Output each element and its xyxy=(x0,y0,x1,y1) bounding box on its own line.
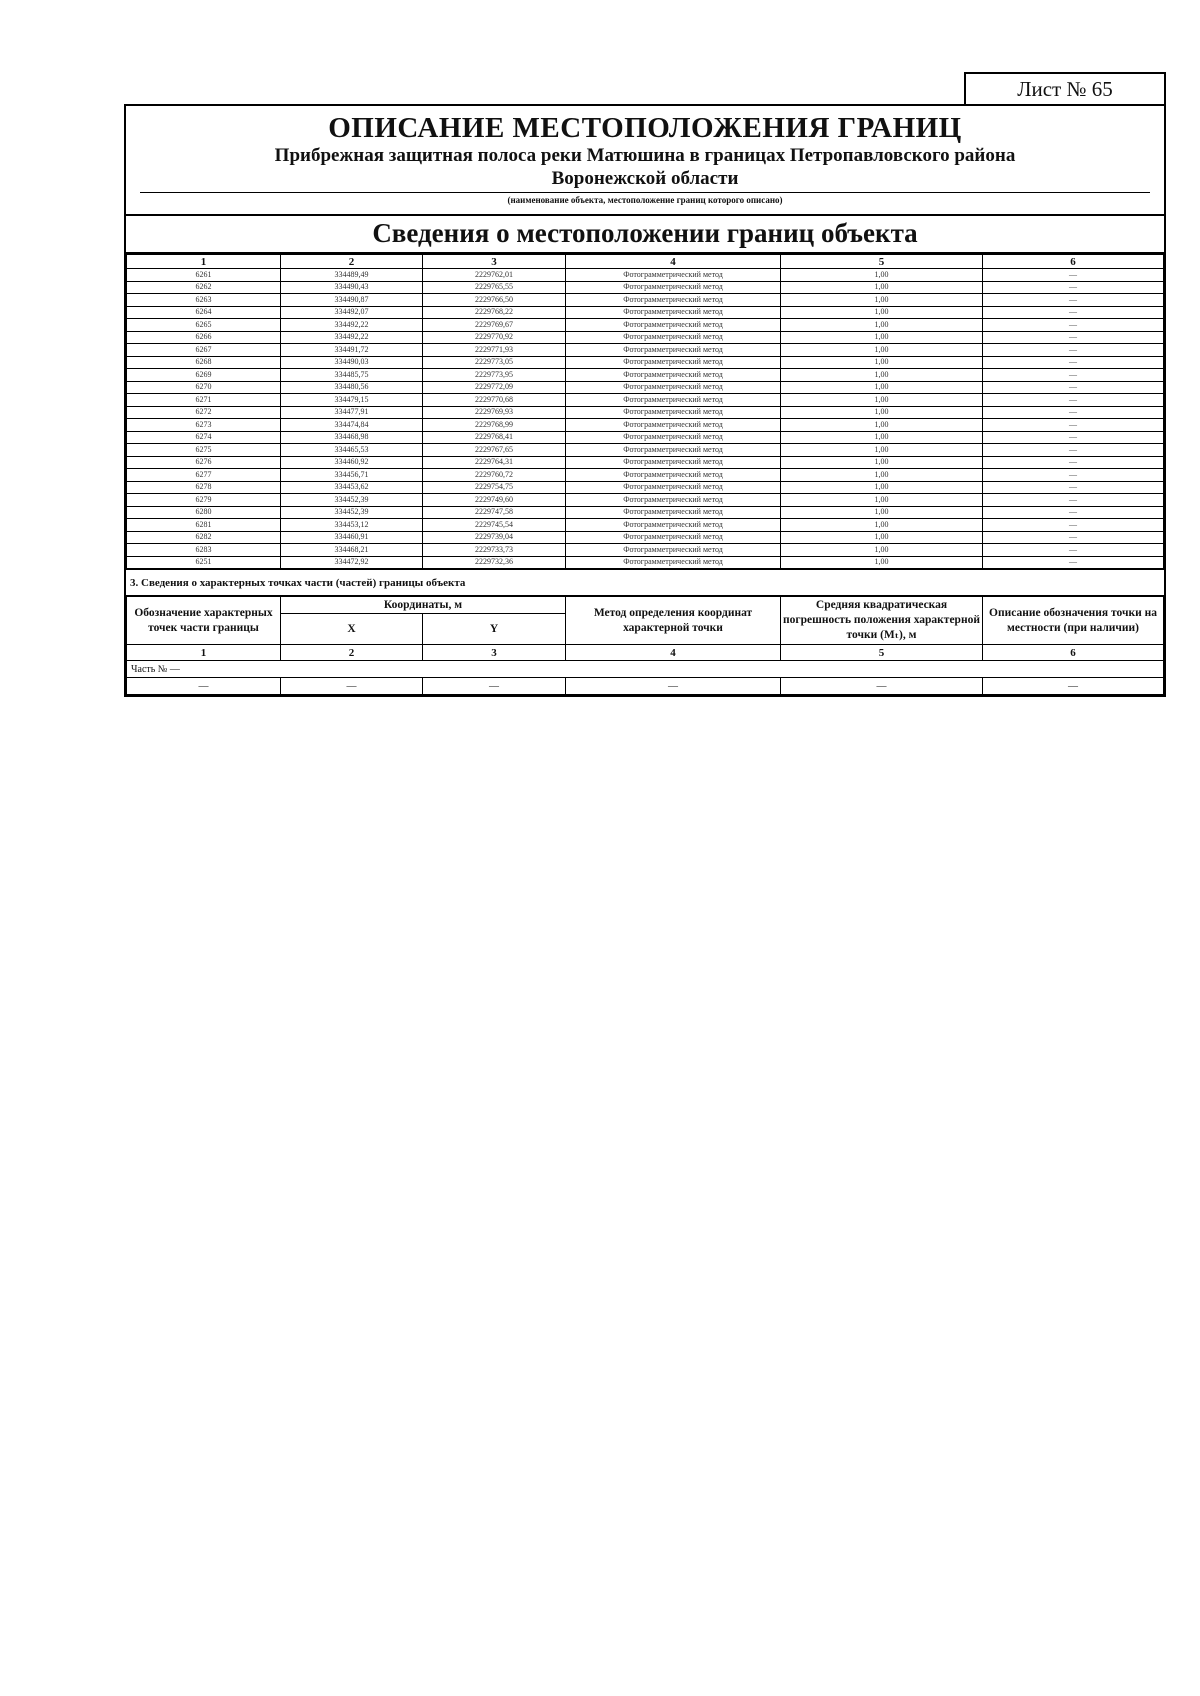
table-row xyxy=(127,281,1164,294)
table-cell: — xyxy=(983,431,1164,444)
table-row xyxy=(127,556,1164,569)
table-cell: 334492,07 xyxy=(281,306,423,319)
table-cell: 6264 xyxy=(127,306,281,319)
table-cell: 1,00 xyxy=(781,281,983,294)
col-method: Метод определения координат характерной точки xyxy=(566,597,781,645)
points-header-row xyxy=(127,255,1164,269)
table-cell: 2229773,05 xyxy=(423,356,566,369)
table-cell: 6261 xyxy=(127,269,281,282)
col-x: X xyxy=(281,614,423,645)
table-cell: — xyxy=(983,331,1164,344)
table-cell: — xyxy=(983,481,1164,494)
table-cell: Фотограмметрический метод xyxy=(566,494,781,507)
table-cell: 1,00 xyxy=(781,344,983,357)
table-cell: 334472,92 xyxy=(281,556,423,569)
table-cell: 6251 xyxy=(127,556,281,569)
table-cell: 1,00 xyxy=(781,494,983,507)
table-cell: 2229764,31 xyxy=(423,456,566,469)
col-coordinates: Координаты, м xyxy=(281,597,566,614)
table-cell: Фотограмметрический метод xyxy=(566,281,781,294)
table-cell: 6280 xyxy=(127,506,281,519)
table-cell: Фотограмметрический метод xyxy=(566,394,781,407)
table-cell: 334492,22 xyxy=(281,331,423,344)
empty-cell: — xyxy=(423,678,566,695)
table-row xyxy=(127,319,1164,332)
empty-cell: — xyxy=(781,678,983,695)
table-cell: 6275 xyxy=(127,444,281,457)
table-cell: — xyxy=(983,419,1164,432)
table-cell: 1,00 xyxy=(781,544,983,557)
document-header xyxy=(126,106,1164,216)
column-number: 5 xyxy=(781,645,983,661)
table-cell: 1,00 xyxy=(781,531,983,544)
section3-title: 3. Сведения о характерных точках части (частей) границы объекта xyxy=(126,570,1164,596)
table-cell: 1,00 xyxy=(781,381,983,394)
table-cell: 334490,87 xyxy=(281,294,423,307)
table-cell: — xyxy=(983,506,1164,519)
column-number: 3 xyxy=(423,645,566,661)
table-cell: Фотограмметрический метод xyxy=(566,306,781,319)
table-cell: Фотограмметрический метод xyxy=(566,294,781,307)
table-cell: 334456,71 xyxy=(281,469,423,482)
table-cell: 1,00 xyxy=(781,444,983,457)
table-cell: — xyxy=(983,306,1164,319)
table-row xyxy=(127,394,1164,407)
table-cell: Фотограмметрический метод xyxy=(566,344,781,357)
table-cell: Фотограмметрический метод xyxy=(566,381,781,394)
table-cell: Фотограмметрический метод xyxy=(566,319,781,332)
table-cell: 6271 xyxy=(127,394,281,407)
table-cell: 334460,92 xyxy=(281,456,423,469)
table-row xyxy=(127,331,1164,344)
table-cell: 2229769,67 xyxy=(423,319,566,332)
empty-cell: — xyxy=(127,678,281,695)
table-cell: Фотограмметрический метод xyxy=(566,531,781,544)
table-cell: 2229747,58 xyxy=(423,506,566,519)
table-cell: 2229773,95 xyxy=(423,369,566,382)
table-cell: Фотограмметрический метод xyxy=(566,444,781,457)
table-cell: 6270 xyxy=(127,381,281,394)
header-cell: 2 xyxy=(281,255,423,269)
table-cell: — xyxy=(983,556,1164,569)
empty-part-row xyxy=(127,678,1164,695)
table-row xyxy=(127,369,1164,382)
table-cell: 6266 xyxy=(127,331,281,344)
table-cell: 2229762,01 xyxy=(423,269,566,282)
table-cell: 6263 xyxy=(127,294,281,307)
table-cell: 6268 xyxy=(127,356,281,369)
table-cell: 6267 xyxy=(127,344,281,357)
column-number: 1 xyxy=(127,645,281,661)
table-cell: 2229739,04 xyxy=(423,531,566,544)
table-cell: 1,00 xyxy=(781,319,983,332)
table-row xyxy=(127,381,1164,394)
table-cell: — xyxy=(983,494,1164,507)
table-cell: 1,00 xyxy=(781,331,983,344)
table-cell: Фотограмметрический метод xyxy=(566,506,781,519)
table-cell: 334490,03 xyxy=(281,356,423,369)
table-cell: Фотограмметрический метод xyxy=(566,419,781,432)
table-cell: 1,00 xyxy=(781,506,983,519)
table-cell: 6278 xyxy=(127,481,281,494)
table-cell: 334489,49 xyxy=(281,269,423,282)
table-cell: 6269 xyxy=(127,369,281,382)
table-cell: 2229768,22 xyxy=(423,306,566,319)
table-cell: 2229768,41 xyxy=(423,431,566,444)
table-cell: 1,00 xyxy=(781,519,983,532)
table-row xyxy=(127,544,1164,557)
table-cell: — xyxy=(983,369,1164,382)
column-number: 4 xyxy=(566,645,781,661)
empty-cell: — xyxy=(281,678,423,695)
table-cell: 2229770,92 xyxy=(423,331,566,344)
header-cell: 6 xyxy=(983,255,1164,269)
document-frame xyxy=(124,104,1166,697)
table-cell: — xyxy=(983,519,1164,532)
table-cell: 1,00 xyxy=(781,306,983,319)
table-cell: 2229768,99 xyxy=(423,419,566,432)
points-body xyxy=(127,269,1164,570)
table-row xyxy=(127,419,1164,432)
table-cell: — xyxy=(983,281,1164,294)
table-cell: 6273 xyxy=(127,419,281,432)
table-cell: — xyxy=(983,394,1164,407)
table-cell: Фотограмметрический метод xyxy=(566,519,781,532)
table-cell: — xyxy=(983,356,1164,369)
table-row xyxy=(127,519,1164,532)
table-cell: — xyxy=(983,469,1164,482)
boundary-points-table xyxy=(126,254,1164,570)
table-row xyxy=(127,294,1164,307)
table-row xyxy=(127,531,1164,544)
table-row xyxy=(127,356,1164,369)
header-cell: 3 xyxy=(423,255,566,269)
table-cell: — xyxy=(983,319,1164,332)
table-cell: — xyxy=(983,456,1164,469)
table-cell: — xyxy=(983,444,1164,457)
table-cell: — xyxy=(983,406,1164,419)
table-cell: 2229769,93 xyxy=(423,406,566,419)
table-cell: Фотограмметрический метод xyxy=(566,369,781,382)
table-cell: 6277 xyxy=(127,469,281,482)
table-cell: Фотограмметрический метод xyxy=(566,356,781,369)
table-row xyxy=(127,444,1164,457)
table-cell: 6274 xyxy=(127,431,281,444)
empty-cell: — xyxy=(566,678,781,695)
table-cell: 1,00 xyxy=(781,556,983,569)
table-cell: 334468,98 xyxy=(281,431,423,444)
table-cell: 2229771,93 xyxy=(423,344,566,357)
table-cell: Фотограмметрический метод xyxy=(566,469,781,482)
sheet-number: Лист № 65 xyxy=(1017,76,1113,101)
table-cell: 2229767,65 xyxy=(423,444,566,457)
table-cell: 334492,22 xyxy=(281,319,423,332)
table-cell: 6262 xyxy=(127,281,281,294)
table-cell: 2229754,75 xyxy=(423,481,566,494)
table-row xyxy=(127,269,1164,282)
object-name-line-2: Воронежской области xyxy=(140,168,1150,193)
table-row xyxy=(127,306,1164,319)
table-cell: 6283 xyxy=(127,544,281,557)
table-cell: 2229732,36 xyxy=(423,556,566,569)
part-points-table xyxy=(126,596,1164,695)
col-description: Описание обозначения точки на местности (при наличии) xyxy=(983,597,1164,645)
table-cell: 334453,62 xyxy=(281,481,423,494)
table-cell: 334460,91 xyxy=(281,531,423,544)
table-cell: 6272 xyxy=(127,406,281,419)
table-cell: — xyxy=(983,544,1164,557)
table-cell: 1,00 xyxy=(781,269,983,282)
table-cell: 2229733,73 xyxy=(423,544,566,557)
table-cell: 1,00 xyxy=(781,369,983,382)
table-cell: — xyxy=(983,269,1164,282)
table-cell: 1,00 xyxy=(781,356,983,369)
table-cell: 2229766,50 xyxy=(423,294,566,307)
table-cell: 334485,75 xyxy=(281,369,423,382)
table-cell: 334477,91 xyxy=(281,406,423,419)
table-row xyxy=(127,456,1164,469)
column-number: 6 xyxy=(983,645,1164,661)
table-cell: 334452,39 xyxy=(281,494,423,507)
table-cell: 2229745,54 xyxy=(423,519,566,532)
table-cell: 334468,21 xyxy=(281,544,423,557)
table-cell: 334465,53 xyxy=(281,444,423,457)
object-name-line-1: Прибрежная защитная полоса реки Матюшина в границах Петропавловского района xyxy=(274,145,1016,166)
table-cell: 6265 xyxy=(127,319,281,332)
empty-cell: — xyxy=(983,678,1164,695)
table-cell: Фотограмметрический метод xyxy=(566,556,781,569)
document-title: ОПИСАНИЕ МЕСТОПОЛОЖЕНИЯ ГРАНИЦ xyxy=(328,112,962,144)
table-cell: 1,00 xyxy=(781,294,983,307)
table-cell: 334490,43 xyxy=(281,281,423,294)
col-error: Средняя квадратическая погрешность положения характерной точки (Mₜ), м xyxy=(781,597,983,645)
section-title: Сведения о местоположении границ объекта xyxy=(126,216,1164,254)
table-cell: 334453,12 xyxy=(281,519,423,532)
table-row xyxy=(127,431,1164,444)
table-cell: 1,00 xyxy=(781,419,983,432)
column-numbers-row xyxy=(127,645,1164,661)
table-cell: 1,00 xyxy=(781,431,983,444)
column-number: 2 xyxy=(281,645,423,661)
object-name-hint: (наименование объекта, местоположение границ которого описано) xyxy=(507,195,783,205)
table-cell: 1,00 xyxy=(781,456,983,469)
table-cell: 334479,15 xyxy=(281,394,423,407)
table-cell: 2229770,68 xyxy=(423,394,566,407)
table-cell: Фотограмметрический метод xyxy=(566,269,781,282)
table-row xyxy=(127,494,1164,507)
table-cell: Фотограмметрический метод xyxy=(566,331,781,344)
part-label: Часть № — xyxy=(127,661,1164,678)
col-point-designation: Обозначение характерных точек части границы xyxy=(127,597,281,645)
table-row xyxy=(127,344,1164,357)
table-cell: 334452,39 xyxy=(281,506,423,519)
table-cell: 1,00 xyxy=(781,469,983,482)
table-cell: 6281 xyxy=(127,519,281,532)
sheet-number-box xyxy=(964,72,1166,106)
table-cell: Фотограмметрический метод xyxy=(566,481,781,494)
table-cell: 1,00 xyxy=(781,406,983,419)
table-cell: 2229760,72 xyxy=(423,469,566,482)
table-row xyxy=(127,506,1164,519)
table-cell: 2229765,55 xyxy=(423,281,566,294)
table-cell: Фотограмметрический метод xyxy=(566,431,781,444)
table-cell: Фотограмметрический метод xyxy=(566,544,781,557)
table-cell: Фотограмметрический метод xyxy=(566,406,781,419)
table-cell: — xyxy=(983,531,1164,544)
table-cell: — xyxy=(983,381,1164,394)
header-cell: 4 xyxy=(566,255,781,269)
table-cell: 334491,72 xyxy=(281,344,423,357)
table-cell: 334480,56 xyxy=(281,381,423,394)
header-cell: 5 xyxy=(781,255,983,269)
header-cell: 1 xyxy=(127,255,281,269)
table-cell: — xyxy=(983,344,1164,357)
table-cell: 1,00 xyxy=(781,481,983,494)
table-cell: — xyxy=(983,294,1164,307)
table-cell: 6276 xyxy=(127,456,281,469)
table-row xyxy=(127,469,1164,482)
table-cell: 6279 xyxy=(127,494,281,507)
table-cell: 1,00 xyxy=(781,394,983,407)
table-cell: 334474,84 xyxy=(281,419,423,432)
table-cell: 2229749,60 xyxy=(423,494,566,507)
table-row xyxy=(127,406,1164,419)
table-cell: 6282 xyxy=(127,531,281,544)
table-row xyxy=(127,481,1164,494)
table-cell: Фотограмметрический метод xyxy=(566,456,781,469)
col-y: Y xyxy=(423,614,566,645)
table-cell: 2229772,09 xyxy=(423,381,566,394)
